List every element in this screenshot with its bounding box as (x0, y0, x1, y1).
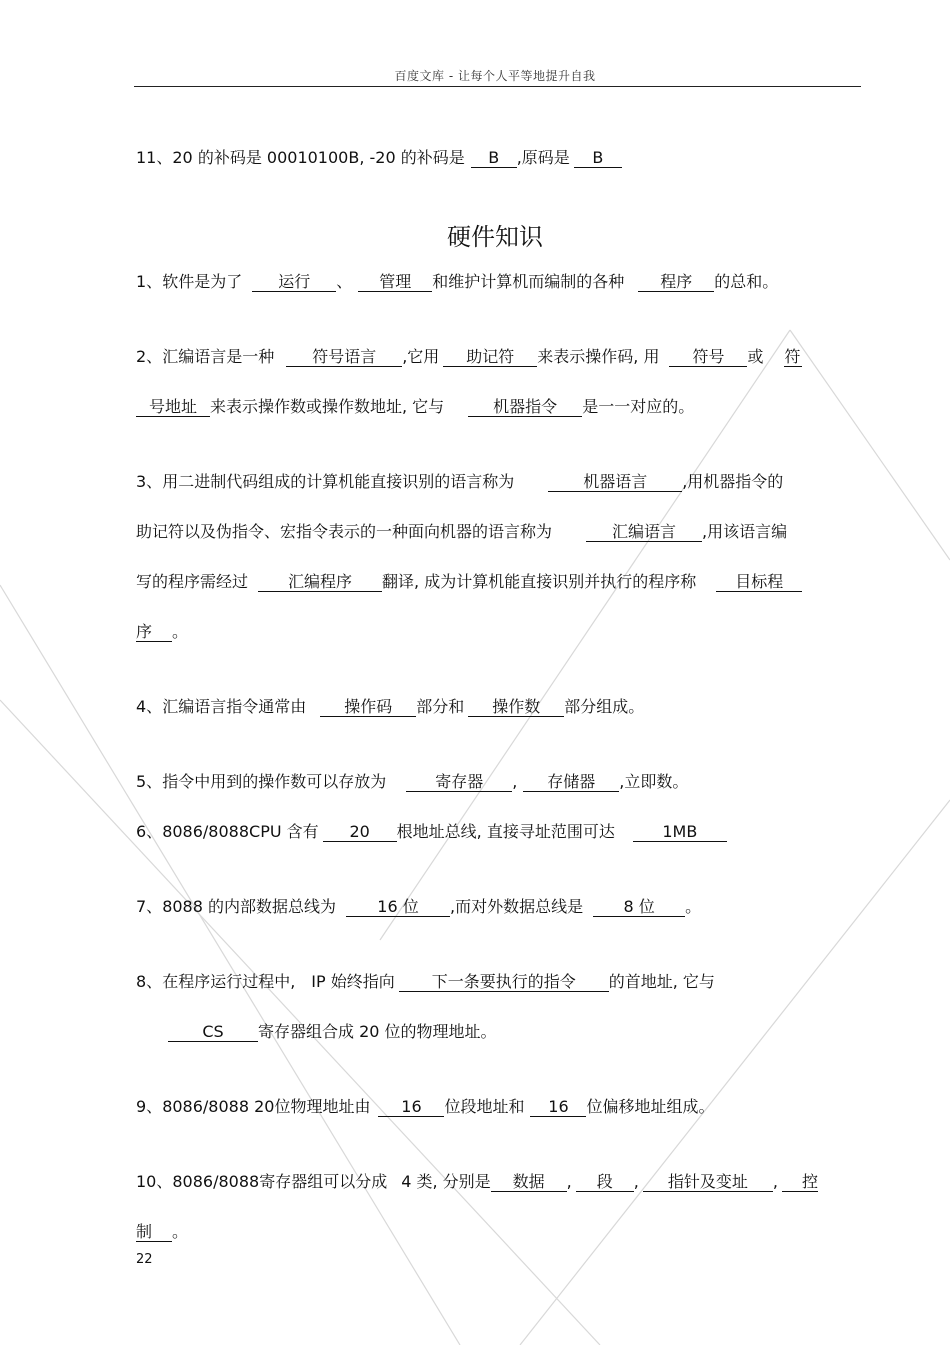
question-text: 助记符以及伪指令、宏指令表示的一种面向机器的语言称为 (136, 522, 553, 541)
section-title: 硬件知识 (447, 223, 543, 251)
question-text: 。 (172, 622, 189, 641)
answer-blank: 管理 (358, 273, 432, 292)
answer-blank: 8 位 (593, 898, 685, 917)
question-text: 或 (747, 347, 764, 366)
question-3-line-4 (136, 622, 861, 642)
question-text: 汇编语言是一种 (162, 347, 275, 366)
question-text: 。 (685, 897, 702, 916)
question-9 (136, 1097, 861, 1117)
question-number: 8、 (136, 972, 163, 991)
answer-blank: 目标程 (716, 573, 802, 592)
answer-blank: 下一条要执行的指令 (399, 973, 609, 992)
answer-blank: 数据 (491, 1173, 567, 1192)
answer-blank: 符 (784, 347, 801, 366)
question-text: , (772, 1172, 778, 1191)
answer-blank: 寄存器 (406, 773, 512, 792)
question-number: 7、 (136, 897, 163, 916)
answer-blank: 20 (323, 823, 397, 842)
answer-blank: 运行 (252, 273, 336, 292)
question-number: 2、 (136, 347, 163, 366)
question-text: 寄存器组合成 20 位的物理地址。 (258, 1022, 497, 1041)
question-number: 6、 (136, 822, 163, 841)
question-text: 位段地址和 (444, 1097, 525, 1116)
question-text: 部分和 (416, 697, 465, 716)
answer-blank: 助记符 (443, 348, 537, 367)
question-text: , (566, 1172, 572, 1191)
question-text: 软件是为了 (162, 272, 243, 291)
question-text: ,它用 (402, 347, 440, 366)
question-number: 9、 (136, 1097, 163, 1116)
question-text: 写的程序需经过 (136, 572, 249, 591)
question-4 (136, 697, 861, 717)
question-text: 来表示操作数或操作数地址, 它与 (210, 397, 445, 416)
header-text: 百度文库 - 让每个人平等地提升自我 (394, 69, 596, 83)
question-text: 根地址总线, 直接寻址范围可达 (396, 822, 615, 841)
answer-blank: 存储器 (523, 773, 619, 792)
question-text: 。 (172, 1222, 189, 1241)
question-6 (136, 822, 861, 842)
question-number: 3、 (136, 472, 163, 491)
question-text: 部分组成。 (564, 697, 645, 716)
question-3-line-3 (136, 572, 861, 592)
answer-blank: 符号语言 (286, 348, 402, 367)
question-text: ,用机器指令的 (682, 472, 784, 491)
question-8-line-1 (136, 972, 861, 992)
question-text: , (633, 1172, 639, 1191)
question-10-line-1 (136, 1172, 861, 1192)
page-number: 22 (136, 1252, 153, 1267)
answer-blank: 操作数 (468, 698, 564, 717)
question-text: 8086/8088寄存器组可以分成 (172, 1172, 388, 1191)
answer-blank: 汇编程序 (258, 573, 382, 592)
answer-blank: 机器语言 (548, 473, 682, 492)
question-text: 汇编语言指令通常由 (162, 697, 307, 716)
question-1 (136, 272, 861, 292)
question-text: 和维护计算机而编制的各种 (432, 272, 625, 291)
question-number: 4、 (136, 697, 163, 716)
question-text: 来表示操作码, 用 (537, 347, 660, 366)
question-3-line-1 (136, 472, 861, 492)
answer-blank: 16 位 (346, 898, 450, 917)
question-text: 的总和。 (714, 272, 779, 291)
answer-blank: CS (168, 1023, 258, 1042)
question-text: IP 始终指向 (311, 972, 395, 991)
answer-blank: 16 (530, 1098, 586, 1117)
question-number: 11、 (136, 148, 173, 167)
question-text: ,用该语言编 (702, 522, 788, 541)
question-text: ,立即数。 (619, 772, 689, 791)
question-number: 10、 (136, 1172, 173, 1191)
question-text: ,原码是 (516, 148, 570, 167)
question-11 (136, 148, 861, 168)
question-text: 8088 的内部数据总线为 (162, 897, 336, 916)
answer-blank: 操作码 (320, 698, 416, 717)
answer-blank: B (471, 149, 517, 168)
question-text: 的首地址, 它与 (608, 972, 715, 991)
answer-blank: 段 (576, 1173, 634, 1192)
question-text: , (512, 772, 518, 791)
question-2-line-2 (136, 397, 861, 417)
answer-blank: 符号 (669, 348, 747, 367)
answer-blank: 1MB (633, 823, 727, 842)
question-text: 8086/8088 20位物理地址由 (162, 1097, 371, 1116)
watermark-line (520, 800, 950, 1345)
question-text: 位偏移地址组成。 (586, 1097, 715, 1116)
answer-blank: 制 (136, 1223, 172, 1242)
question-text: 翻译, 成为计算机能直接识别并执行的程序称 (382, 572, 697, 591)
question-number: 1、 (136, 272, 163, 291)
answer-blank: 16 (378, 1098, 444, 1117)
header-rule (134, 86, 861, 87)
question-7 (136, 897, 861, 917)
question-text: ,而对外数据总线是 (450, 897, 584, 916)
answer-blank: 序 (136, 623, 172, 642)
answer-blank: 指针及变址 (643, 1173, 773, 1192)
answer-blank: 汇编语言 (586, 523, 702, 542)
question-text: 用二进制代码组成的计算机能直接识别的语言称为 (162, 472, 515, 491)
question-8-line-2 (136, 1022, 861, 1042)
question-text: 4 类, 分别是 (401, 1172, 491, 1191)
answer-blank: 机器指令 (468, 398, 582, 417)
answer-blank: 号地址 (136, 398, 210, 417)
question-text: 在程序运行过程中, (162, 972, 296, 991)
question-5 (136, 772, 861, 792)
question-number: 5、 (136, 772, 163, 791)
question-text: 指令中用到的操作数可以存放为 (162, 772, 387, 791)
answer-blank: 控 (782, 1173, 818, 1192)
question-text: 20 的补码是 00010100B, -20 的补码是 (172, 148, 465, 167)
question-text: 、 (336, 272, 353, 291)
answer-blank: 程序 (638, 273, 714, 292)
question-text: 是一一对应的。 (582, 397, 695, 416)
question-text: 8086/8088CPU 含有 (162, 822, 319, 841)
answer-blank: B (574, 149, 622, 168)
question-3-line-2 (136, 522, 861, 542)
question-10-line-2 (136, 1222, 861, 1242)
question-2-line-1 (136, 347, 861, 367)
